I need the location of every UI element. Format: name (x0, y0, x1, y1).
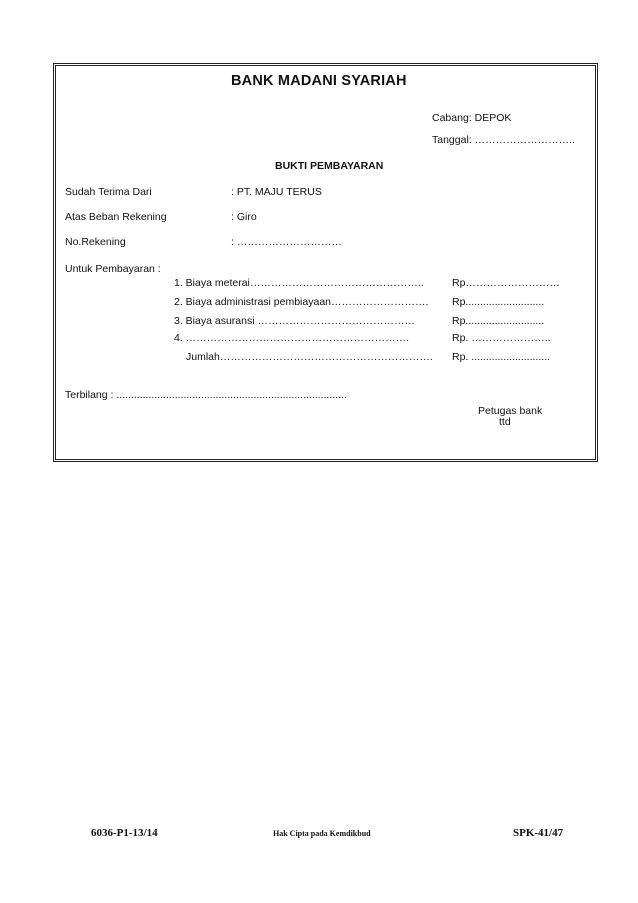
payment-item-amount: Rp……………………… (452, 277, 560, 289)
payment-item-desc: 3. Biaya asuransi ……………………………………… (174, 315, 415, 327)
footer-page-code: SPK-41/47 (513, 827, 564, 839)
document-title: BUKTI PEMBAYARAN (275, 160, 384, 172)
account-charge-label: Atas Beban Rekening (65, 211, 167, 223)
footer-copyright: Hak Cipta pada Kemdikbud (273, 829, 371, 838)
payment-item-desc: 2. Biaya administrasi pembiayaan………………………. (174, 296, 429, 308)
account-charge-value: : Giro (231, 211, 257, 223)
payment-item-amount: Rp........................... (452, 315, 545, 327)
signature-mark: ttd (499, 416, 511, 428)
amount-in-words: Terbilang : ............................................................................... (65, 389, 347, 401)
date-field: Tanggal: ……………………….. (432, 134, 575, 146)
bank-name: BANK MADANI SYARIAH (231, 73, 407, 89)
branch-label: Cabang: DEPOK (432, 112, 512, 124)
payment-item-desc: 4. ………………………………………………………. (174, 332, 410, 344)
payment-for-label: Untuk Pembayaran : (65, 263, 161, 275)
account-number-label: No.Rekening (65, 236, 126, 248)
account-number-value: : ………………………… (231, 236, 342, 248)
signature-role: Petugas bank (478, 405, 543, 417)
footer-doc-code: 6036-P1-13/14 (91, 827, 158, 839)
total-amount: Rp. ........................... (452, 351, 551, 363)
payment-item-amount: Rp. ………………….. (452, 332, 551, 344)
total-label: Jumlah……………………………………………………. (186, 351, 433, 363)
payment-item-desc: 1. Biaya meterai………………………………………….. (174, 277, 424, 289)
payment-receipt-form (53, 63, 598, 462)
payment-item-amount: Rp........................... (452, 296, 545, 308)
received-from-value: : PT. MAJU TERUS (231, 186, 322, 198)
received-from-label: Sudah Terima Dari (65, 186, 152, 198)
